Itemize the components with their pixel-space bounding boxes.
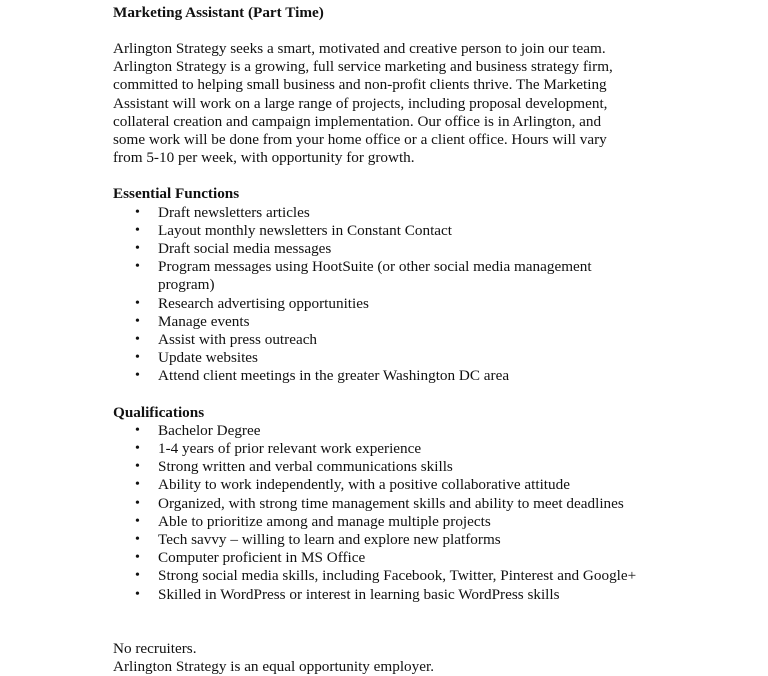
intro-line: collateral creation and campaign implementation. Our office is in Arlington, and: [113, 112, 602, 130]
list-item: [113, 458, 673, 476]
list-item-text: Attend client meetings in the greater Washington DC area: [158, 367, 510, 385]
bullet-icon: •: [135, 295, 140, 311]
job-title: Marketing Assistant (Part Time): [113, 4, 324, 21]
job-posting-document: [113, 4, 673, 676]
essential-functions-list: [113, 204, 673, 386]
intro-line: some work will be done from your home office or a client office. Hours will vary: [113, 131, 607, 149]
intro-paragraph: [113, 40, 673, 167]
list-item-text: Bachelor Degree: [158, 421, 261, 439]
list-item: [113, 513, 673, 531]
list-item: [113, 531, 673, 549]
bullet-icon: •: [135, 350, 140, 366]
intro-line: Arlington Strategy is a growing, full service marketing and business strategy firm,: [113, 58, 613, 76]
list-item-text: Strong social media skills, including Facebook, Twitter, Pinterest and Google+: [158, 567, 637, 585]
list-item: [113, 440, 673, 458]
list-item: [113, 331, 673, 349]
list-item-text: Assist with press outreach: [158, 331, 318, 349]
bullet-icon: •: [135, 422, 140, 438]
list-item: [113, 295, 673, 313]
bullet-icon: •: [135, 332, 140, 348]
qualifications-list: [113, 422, 673, 604]
list-item-text: Update websites: [158, 349, 258, 367]
bullet-icon: •: [135, 259, 140, 275]
list-item: [113, 422, 673, 440]
bullet-icon: •: [135, 222, 140, 238]
bullet-icon: •: [135, 513, 140, 529]
list-item: [113, 495, 673, 513]
list-item: [113, 349, 673, 367]
list-item-text: Skilled in WordPress or interest in learning basic WordPress skills: [158, 585, 560, 603]
no-recruiters-note: No recruiters.: [113, 639, 197, 657]
list-item: [113, 567, 673, 585]
list-item-text: 1-4 years of prior relevant work experience: [158, 440, 422, 458]
list-item: [113, 367, 673, 385]
bullet-icon: •: [135, 368, 140, 384]
list-item: [113, 258, 673, 294]
list-item: [113, 313, 673, 331]
intro-line: from 5-10 per week, with opportunity for growth.: [113, 149, 415, 167]
list-item-text: Computer proficient in MS Office: [158, 549, 366, 567]
bullet-icon: •: [135, 204, 140, 220]
list-item-text: Research advertising opportunities: [158, 294, 369, 312]
list-item-text: Organized, with strong time management skills and ability to meet deadlines: [158, 494, 624, 512]
bullet-icon: •: [135, 495, 140, 511]
list-item-text: Strong written and verbal communications skills: [158, 458, 453, 476]
essential-functions-heading: Essential Functions: [113, 185, 240, 203]
list-item-text: Layout monthly newsletters in Constant Contact: [158, 221, 453, 239]
list-item-text: Ability to work independently, with a positive collaborative attitude: [158, 476, 570, 494]
list-item-text: Able to prioritize among and manage multiple projects: [158, 512, 491, 530]
bullet-icon: •: [135, 550, 140, 566]
bullet-icon: •: [135, 459, 140, 475]
list-item-text: Draft newsletters articles: [158, 203, 310, 221]
list-item: [113, 549, 673, 567]
list-item-text: Manage events: [158, 312, 250, 330]
bullet-icon: •: [135, 441, 140, 457]
intro-line: Assistant will work on a large range of projects, including proposal development,: [113, 94, 608, 112]
footer-notes: [113, 640, 673, 676]
list-item-text: Draft social media messages: [158, 240, 332, 258]
list-item: [113, 204, 673, 222]
list-item: [113, 222, 673, 240]
bullet-icon: •: [135, 477, 140, 493]
qualifications-heading: Qualifications: [113, 403, 205, 421]
list-item-text: Program messages using HootSuite (or other social media management program): [158, 258, 592, 294]
list-item: [113, 476, 673, 494]
list-item-text: Tech savvy – willing to learn and explore new platforms: [158, 531, 501, 549]
list-item: [113, 586, 673, 604]
bullet-icon: •: [135, 568, 140, 584]
bullet-icon: •: [135, 532, 140, 548]
bullet-icon: •: [135, 313, 140, 329]
intro-line: Arlington Strategy seeks a smart, motivated and creative person to join our team.: [113, 40, 606, 57]
bullet-icon: •: [135, 241, 140, 257]
bullet-icon: •: [135, 586, 140, 602]
list-item: [113, 240, 673, 258]
intro-line: committed to helping small business and non-profit clients thrive. The Marketing: [113, 76, 607, 94]
equal-opportunity-note: Arlington Strategy is an equal opportunity employer.: [113, 658, 434, 676]
